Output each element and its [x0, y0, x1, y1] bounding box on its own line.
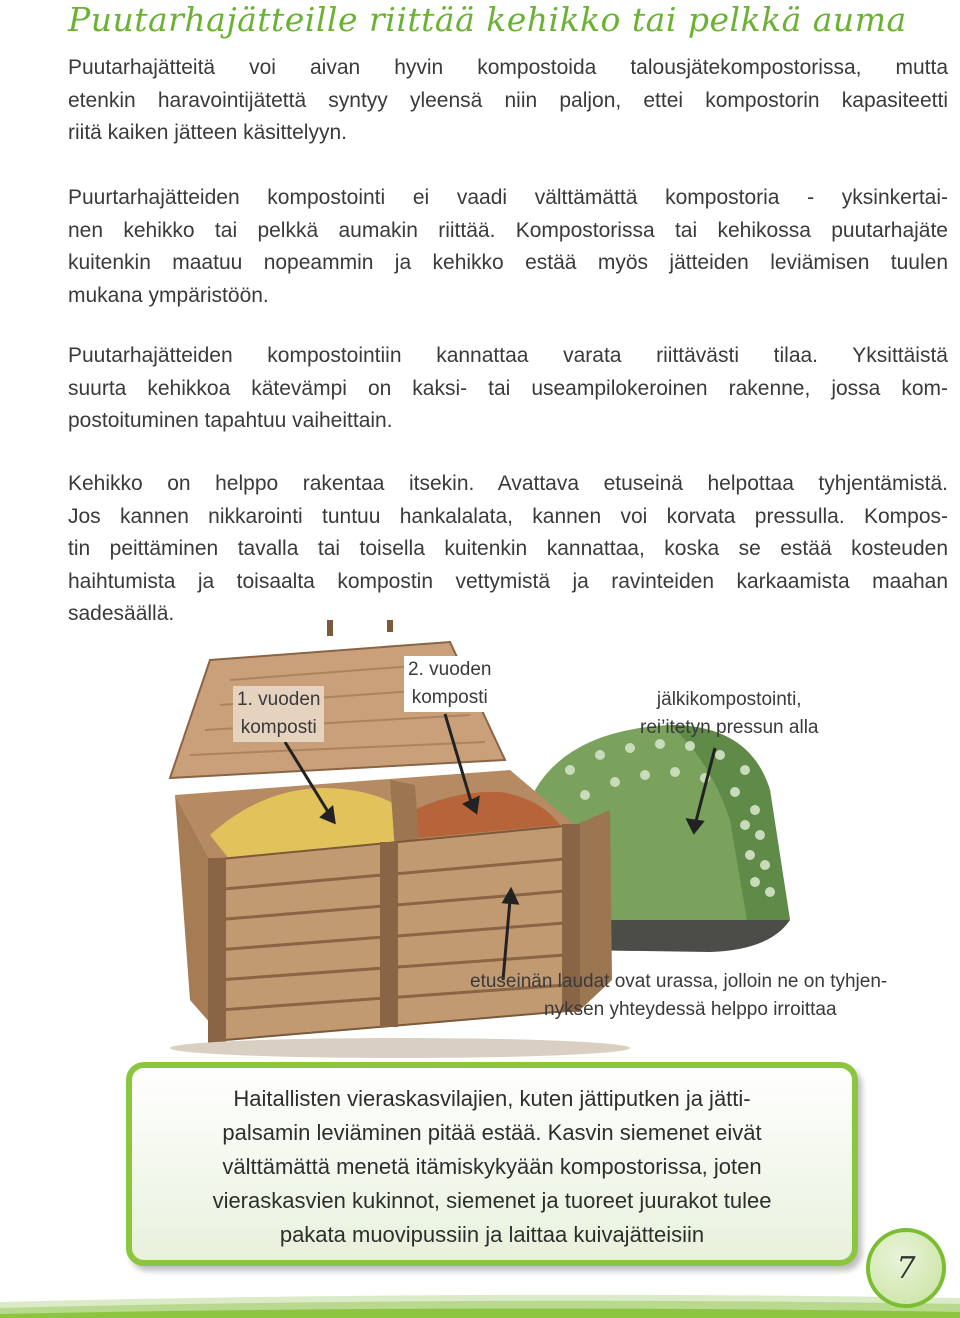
page-number: 7 — [866, 1228, 946, 1308]
paragraph-line: mukana ympäristöön. — [68, 283, 269, 307]
label-second-year-line1: 2. vuoden — [408, 659, 492, 680]
paragraph-line: nen kehikko tai pelkkä aumakin riittää. Kompostorissa tai kehikossa puutarhajäte — [68, 218, 948, 242]
label-first-year-line2: komposti — [240, 717, 317, 738]
callout-line: Haitallisten vieraskasvilajien, kuten jättiputken ja jätti- — [233, 1086, 751, 1111]
label-tarp-line1: jälkikompostointi, — [656, 689, 802, 710]
label-tarp — [640, 686, 818, 742]
label-front-wall-line1: etuseinän laudat ovat urassa, jolloin ne on tyhjen- — [470, 971, 888, 992]
label-second-year-line2: komposti — [411, 687, 488, 708]
paragraph-line: tin peittäminen tavalla tai toisella kuitenkin kannattaa, koska se estää kosteuden — [68, 537, 948, 560]
footer-band — [0, 1288, 960, 1318]
paragraph-line: suurta kehikkoa kätevämpi on kaksi- tai useampilokeroinen rakenne, jossa kom- — [68, 376, 948, 400]
callout-line: pakata muovipussiin ja laittaa kuivajätteisiin — [279, 1222, 705, 1247]
paragraph-line: etenkin haravointijätettä syntyy yleensä niin paljon, ettei kompostorin kapasiteetti — [68, 88, 948, 112]
paragraph-line: riitä kaiken jätteen käsittelyyn. — [68, 121, 347, 144]
callout-line: vieraskasvien kukinnot, siemenet ja tuoreet juurakot tulee — [212, 1188, 772, 1213]
paragraph-4 — [68, 468, 948, 631]
label-front-wall-line2: nyksen yhteydessä helppo irroittaa — [544, 999, 837, 1020]
label-first-year-line1: 1. vuoden — [237, 689, 321, 710]
paragraph-line: Puutarhajätteiden kompostointiin kannattaa varata riittävästi tilaa. Yksittäistä — [68, 344, 948, 367]
label-front-wall — [470, 968, 887, 1024]
page-title: Puutarhajätteille riittää kehikko tai pelkkä auma — [68, 0, 907, 39]
warning-callout — [126, 1062, 858, 1266]
paragraph-1 — [68, 52, 948, 150]
paragraph-line: Puutarhajätteitä voi aivan hyvin kompostoida talousjätekompostorissa, mutta — [68, 56, 948, 79]
paragraph-line: kuitenkin maatuu nopeammin ja kehikko estää myös jätteiden leviämisen tuulen — [68, 251, 948, 274]
paragraph-line: Kehikko on helppo rakentaa itsekin. Avattava etuseinä helpottaa tyhjentämistä. — [68, 472, 948, 495]
paragraph-line: Puurtarhajätteiden kompostointi ei vaadi välttämättä kompostoria - yksinkertai- — [68, 186, 948, 209]
label-second-year — [404, 656, 495, 712]
label-first-year — [233, 686, 324, 742]
callout-line: välttämättä menetä itämiskykyään kompostorissa, joten — [222, 1154, 762, 1179]
paragraph-2 — [68, 182, 948, 312]
paragraph-line: sadesäällä. — [68, 602, 175, 625]
callout-text — [132, 1082, 852, 1252]
paragraph-line: postoituminen tapahtuu vaiheittain. — [68, 409, 393, 432]
paragraph-line: Jos kannen nikkarointi tuntuu hankalalata, kannen voi korvata pressulla. Kompos- — [68, 504, 948, 528]
paragraph-line: haihtumista ja toisaalta kompostin vettymistä ja ravinteiden karkaamista maahan — [68, 569, 948, 593]
callout-line: palsamin leviäminen pitää estää. Kasvin siemenet eivät — [222, 1120, 762, 1145]
paragraph-3 — [68, 340, 948, 438]
label-tarp-line2: rei’itetyn pressun alla — [640, 717, 819, 738]
